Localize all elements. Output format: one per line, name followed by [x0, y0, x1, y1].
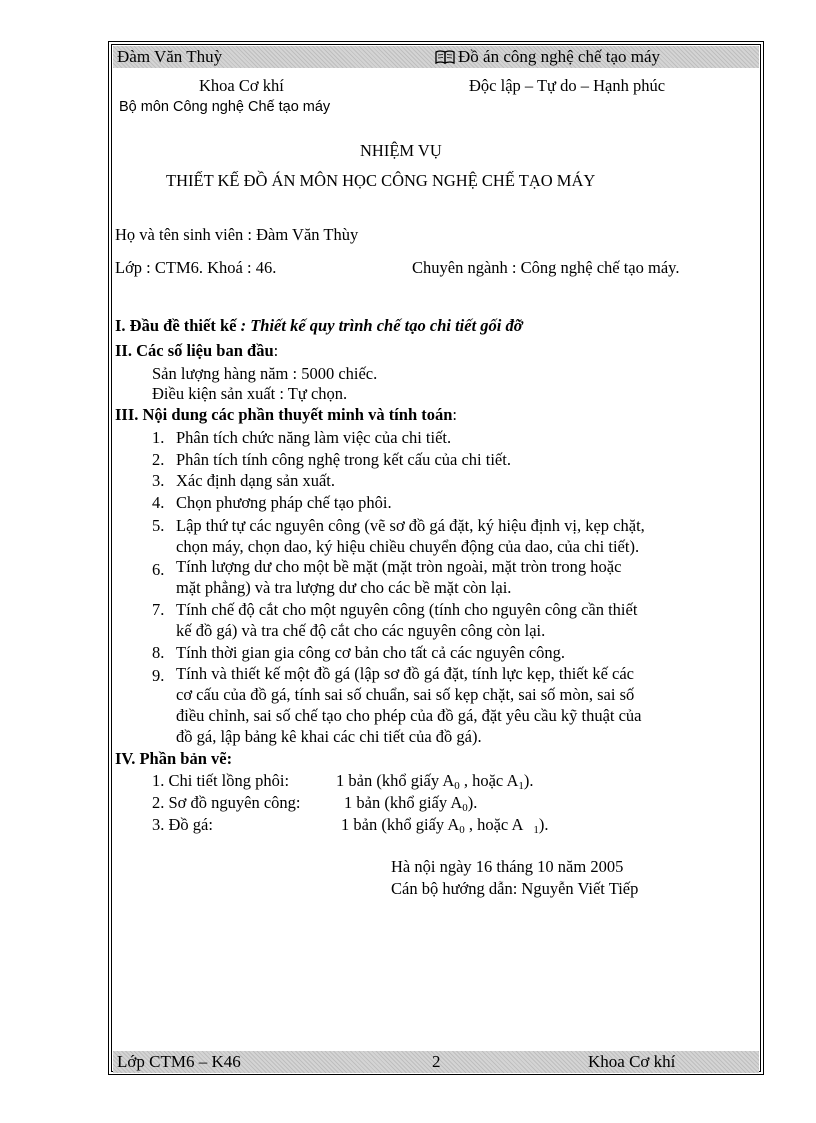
item-9-line-3: điều chỉnh, sai số chế tạo cho phép của đồ gá, đặt yêu cầu kỹ thuật của: [176, 706, 642, 725]
section-3-colon: :: [452, 405, 458, 424]
drawing-number: 1.: [152, 771, 165, 790]
drawing-number: 2.: [152, 793, 165, 812]
item-number: 1.: [152, 428, 165, 447]
drawing-qty: 1 bản (khổ giấy $A_0$ , hoặc $A_1$).: [336, 771, 534, 792]
item-4-line-1: Chọn phương pháp chế tạo phôi.: [176, 493, 392, 512]
section-2-heading: [115, 341, 278, 361]
footer-faculty: Khoa Cơ khí: [588, 1052, 676, 1071]
header-author: Đàm Văn Thuỳ: [117, 47, 223, 66]
section-2-line-1: Sản lượng hàng năm : 5000 chiếc.: [152, 364, 378, 383]
department-name: Bộ môn Công nghệ Chế tạo máy: [119, 99, 331, 115]
major-line: Chuyên ngành : Công nghệ chế tạo máy.: [412, 258, 680, 277]
student-name-line: Họ và tên sinh viên : Đàm Văn Thùy: [115, 225, 359, 244]
section-2-colon: :: [273, 341, 279, 360]
subject-heading: THIẾT KẾ ĐỒ ÁN MÔN HỌC CÔNG NGHỆ CHẾ TẠO MÁY: [166, 171, 596, 190]
footer-band: [113, 1051, 759, 1073]
section-2-line-2: Điều kiện sản xuất : Tự chọn.: [152, 384, 348, 403]
section-1-label: I. Đầu đề thiết kế: [115, 316, 237, 335]
header-title-wrap: [435, 46, 660, 68]
item-number: 8.: [152, 643, 165, 662]
signature-advisor: Cán bộ hướng dẫn: Nguyễn Viết Tiếp: [391, 879, 639, 898]
drawing-3: [152, 815, 549, 836]
item-6-line-2: mặt phẳng) và tra lượng dư cho các bề mặt còn lại.: [176, 578, 512, 597]
faculty-name: Khoa Cơ khí: [199, 76, 284, 95]
item-number: 6.: [152, 560, 165, 579]
footer-class: Lớp CTM6 – K46: [117, 1052, 241, 1071]
drawing-name: Sơ đồ nguyên công:: [168, 793, 301, 812]
motto: Độc lập – Tự do – Hạnh phúc: [469, 76, 666, 95]
item-1-line-1: Phân tích chức năng làm việc của chi tiết.: [176, 428, 452, 447]
item-number: 7.: [152, 600, 165, 619]
item-7-line-1: Tính chế độ cắt cho một nguyên công (tính cho nguyên công cần thiết: [176, 600, 638, 619]
footer-page-number: 2: [432, 1052, 441, 1071]
item-number: 9.: [152, 666, 165, 685]
section-3-label: III. Nội dung các phần thuyết minh và tính toán: [115, 405, 453, 424]
item-7-line-2: kế đồ gá) và tra chế độ cắt cho các nguyên công còn lại.: [176, 621, 546, 640]
section-1-title: : Thiết kế quy trình chế tạo chi tiết gối đỡ: [240, 316, 523, 335]
item-number: 4.: [152, 493, 165, 512]
drawing-number: 3.: [152, 815, 165, 834]
drawing-qty: 1 bản (khổ giấy $A_0$ , hoặc A $_1$).: [341, 815, 549, 836]
item-number: 3.: [152, 471, 165, 490]
item-2-line-1: Phân tích tính công nghệ trong kết cấu của chi tiết.: [176, 450, 511, 469]
item-8-line-1: Tính thời gian gia công cơ bản cho tất cả các nguyên công.: [176, 643, 566, 662]
item-number: 2.: [152, 450, 165, 469]
header-title: Đồ án công nghệ chế tạo máy: [458, 47, 661, 66]
item-3-line-1: Xác định dạng sản xuất.: [176, 471, 335, 490]
item-9-line-4: đồ gá, lập bảng kê khai các chi tiết của đồ gá).: [176, 727, 482, 746]
item-5-line-2: chọn máy, chọn dao, ký hiệu chiều chuyển động của dao, của chi tiết).: [176, 537, 640, 556]
drawing-name: Chi tiết lồng phôi:: [168, 771, 290, 790]
section-3-heading: [115, 405, 457, 425]
item-9-line-2: cơ cấu của đồ gá, tính sai số chuẩn, sai số kẹp chặt, sai số mòn, sai số: [176, 685, 635, 704]
drawing-2: [152, 793, 478, 814]
item-number: 5.: [152, 516, 165, 535]
drawing-1: [152, 771, 534, 792]
signature-date: Hà nội ngày 16 tháng 10 năm 2005: [391, 857, 624, 876]
section-4-label: IV. Phần bản vẽ:: [115, 749, 233, 768]
drawing-name: Đồ gá:: [168, 815, 213, 834]
task-heading: NHIỆM VỤ: [360, 141, 442, 160]
book-icon: [435, 50, 455, 64]
section-2-label: II. Các số liệu ban đầu: [115, 341, 274, 360]
class-line: Lớp : CTM6. Khoá : 46.: [115, 258, 277, 277]
drawing-qty: 1 bản (khổ giấy $A_0$).: [344, 793, 478, 814]
item-9-line-1: Tính và thiết kế một đồ gá (lập sơ đồ gá đặt, tính lực kẹp, thiết kế các: [176, 664, 634, 683]
item-6-line-1: Tính lượng dư cho một bề mặt (mặt tròn ngoài, mặt tròn trong hoặc: [176, 557, 622, 576]
section-1: [115, 316, 523, 336]
header-band: [113, 46, 759, 68]
item-5-line-1: Lập thứ tự các nguyên công (vẽ sơ đồ gá đặt, ký hiệu định vị, kẹp chặt,: [176, 516, 645, 535]
